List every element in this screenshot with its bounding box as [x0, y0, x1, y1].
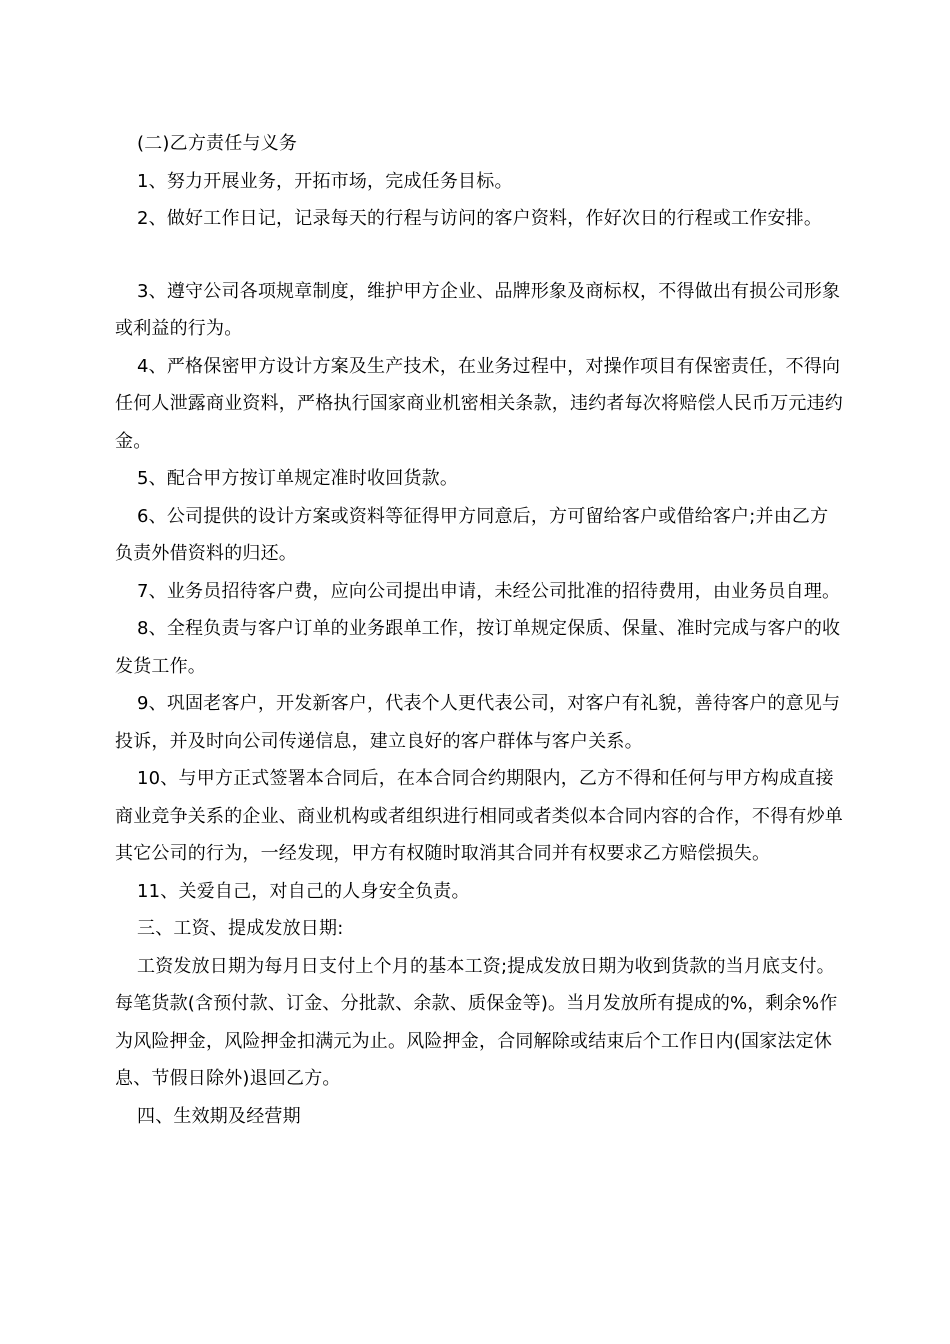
section-heading-party-b-duties: (二)乙方责任与义务: [137, 133, 298, 154]
clause-2: 2、做好工作日记，记录每天的行程与访问的客户资料，作好次日的行程或工作安排。: [137, 208, 823, 229]
clause-4: 4、严格保密甲方设计方案及生产技术，在业务过程中，对操作项目有保密责任，不得向任何人泄露商业资料，严格执行国家商业机密相关条款，违约者每次将赔偿人民币万元违约金。: [115, 355, 843, 452]
clause-6: 6、公司提供的设计方案或资料等征得甲方同意后，方可留给客户或借给客户;并由乙方负责外借资料的归还。: [115, 505, 829, 564]
clause-11: 11、关爱自己，对自己的人身安全负责。: [137, 880, 470, 902]
clause-10: 10、与甲方正式签署本合同后，在本合同合约期限内，乙方不得和任何与甲方构成直接商业竞争关系的企业、商业机构或者组织进行相同或者类似本合同内容的合作，不得有炒单其它公司的行为，一经发现，甲方有权随时取消其合同并有权要求乙方赔偿损失。: [115, 768, 843, 864]
section-heading-effective-period: 四、生效期及经营期: [137, 1105, 301, 1127]
clause-9: 9、巩固老客户，开发新客户，代表个人更代表公司，对客户有礼貌，善待客户的意见与投诉，并及时向公司传递信息，建立良好的客户群体与客户关系。: [115, 693, 841, 752]
clause-1: 1、努力开展业务，开拓市场，完成任务目标。: [137, 170, 513, 192]
clause-7: 7、业务员招待客户费，应向公司提出申请，未经公司批准的招待费用，由业务员自理。: [137, 580, 841, 602]
clause-3: 3、遵守公司各项规章制度，维护甲方企业、品牌形象及商标权，不得做出有损公司形象或利益的行为。: [115, 280, 841, 339]
clause-8: 8、全程负责与客户订单的业务跟单工作，按订单规定保质、保量、准时完成与客户的收发货工作。: [115, 618, 841, 677]
section-heading-salary: 三、工资、提成发放日期:: [137, 918, 344, 939]
salary-paragraph: 工资发放日期为每月日支付上个月的基本工资;提成发放日期为收到货款的当月底支付。每笔货款(含预付款、订金、分批款、余款、质保金等)。当月发放所有提成的%，剩余%作为风险押金，风险押金扣满元为止。风险押金，合同解除或结束后个工作日内(国家法定休息、节假日除外)退回乙方。: [115, 955, 838, 1089]
clause-5: 5、配合甲方按订单规定准时收回货款。: [137, 468, 459, 489]
document-body: [115, 125, 845, 1135]
